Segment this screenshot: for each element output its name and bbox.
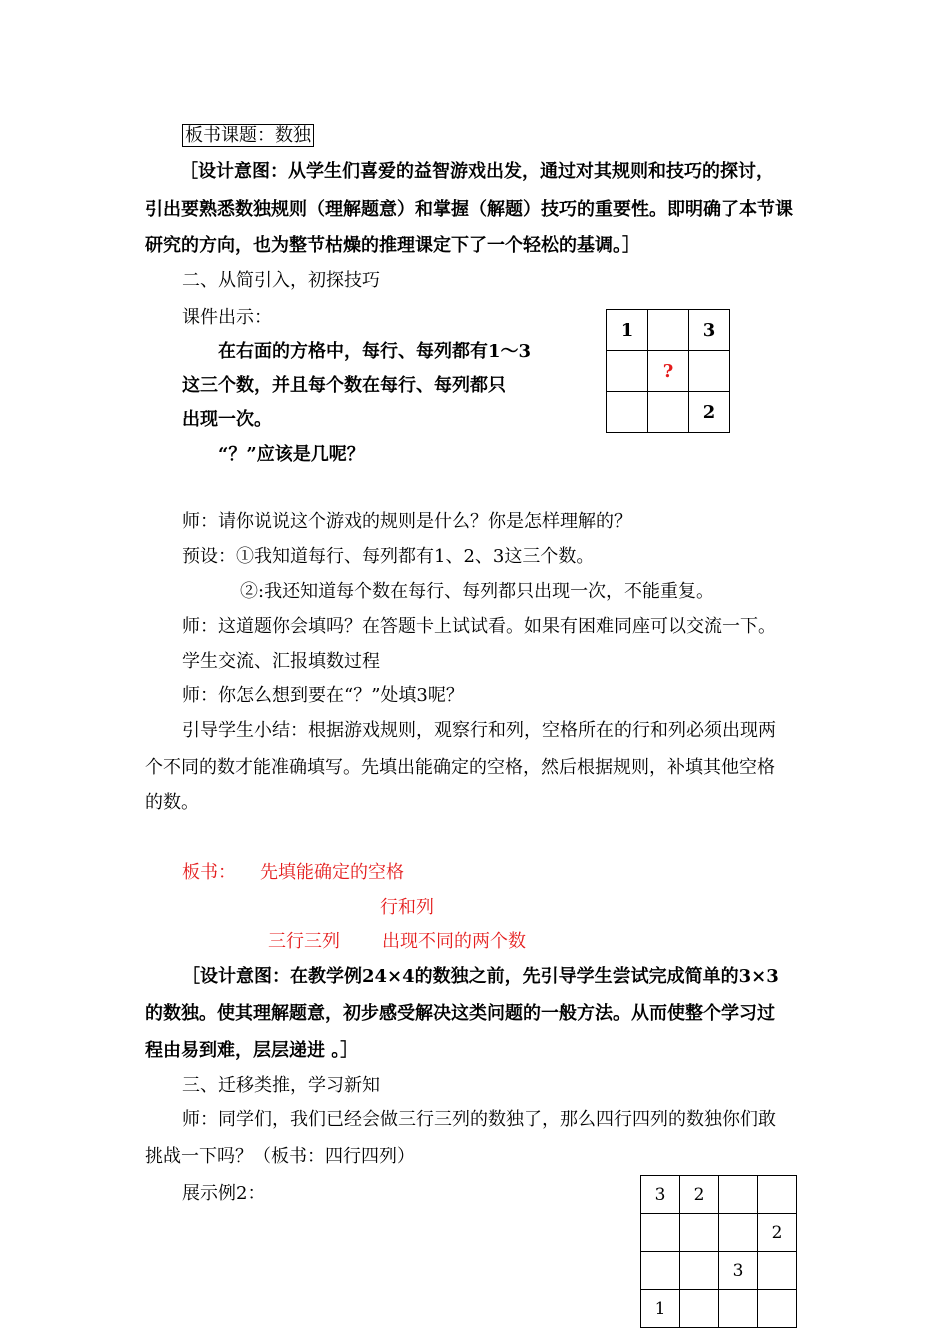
grid4-cell: 2: [758, 1214, 797, 1252]
dialogue-line-3: ②:我还知道每个数在每行、每列都只出现一次，不能重复。: [240, 581, 715, 602]
grid4-cell: [719, 1290, 758, 1328]
sudoku-3x3-grid: [606, 309, 730, 433]
grid4-cell: 3: [641, 1176, 680, 1214]
board-title: 板书课题：数独: [182, 124, 314, 147]
grid4-cell: 2: [680, 1176, 719, 1214]
grid3-cell: 2: [689, 392, 730, 433]
grid4-cell: 3: [719, 1252, 758, 1290]
dialogue-line-8: 个不同的数才能准确填写。先填出能确定的空格，然后根据规则，补填其他空格: [145, 757, 775, 778]
dialogue-line-9: 的数。: [145, 792, 199, 813]
intent1-line-2: 引出要熟悉数独规则（理解题意）和掌握（解题）技巧的重要性。即明确了本节课: [145, 199, 793, 220]
intent2-line-2: 的数独。使其理解题意，初步感受解决这类问题的一般方法。从而使整个学习过: [145, 1003, 775, 1024]
grid4-cell: [719, 1176, 758, 1214]
teacher3-line-1: 师：同学们，我们已经会做三行三列的数独了，那么四行四列的数独你们敢: [182, 1109, 776, 1130]
dialogue-line-2: 预设：①我知道每行、每列都有1、2、3这三个数。: [182, 546, 595, 567]
board-line-3a: 三行三列: [268, 931, 340, 952]
grid3-cell: [648, 392, 689, 433]
grid4-cell: [758, 1290, 797, 1328]
grid4-cell: [758, 1252, 797, 1290]
grid3-question-cell: ?: [648, 351, 689, 392]
board-line-2: 行和列: [380, 897, 434, 918]
grid4-cell: [680, 1290, 719, 1328]
dialogue-line-4: 师：这道题你会填吗？在答题卡上试试看。如果有困难同座可以交流一下。: [182, 616, 776, 637]
grid4-cell: 1: [641, 1290, 680, 1328]
problem-question: “？”应该是几呢？: [218, 444, 365, 465]
board-label: 板书：: [182, 862, 236, 883]
dialogue-line-7: 引导学生小结：根据游戏规则，观察行和列，空格所在的行和列必须出现两: [182, 720, 776, 741]
intent1-line-1: ［设计意图：从学生们喜爱的益智游戏出发，通过对其规则和技巧的探讨，: [180, 161, 774, 182]
intent2-line-3: 程由易到难，层层递进 。］: [145, 1040, 359, 1061]
grid3-cell: [648, 310, 689, 351]
courseware-label: 课件出示：: [182, 307, 272, 328]
problem-line-3: 出现一次。: [182, 409, 272, 430]
grid3-cell: 1: [607, 310, 648, 351]
example-label: 展示例2：: [182, 1183, 266, 1204]
problem-line-1: 在右面的方格中，每行、每列都有1～3: [218, 341, 532, 362]
intent1-line-3: 研究的方向，也为整节枯燥的推理课定下了一个轻松的基调。］: [145, 235, 640, 256]
intent2-line-1: ［设计意图：在教学例24×4的数独之前，先引导学生尝试完成简单的3×3: [182, 966, 779, 987]
grid3-cell: [689, 351, 730, 392]
grid4-cell: [680, 1214, 719, 1252]
dialogue-line-1: 师：请你说说这个游戏的规则是什么？你是怎样理解的？: [182, 511, 632, 532]
sudoku-4x4-grid: [640, 1175, 797, 1328]
board-line-1: 先填能确定的空格: [260, 862, 404, 883]
dialogue-line-5: 学生交流、汇报填数过程: [182, 651, 380, 672]
board-line-3b: 出现不同的两个数: [382, 931, 526, 952]
grid4-cell: [641, 1252, 680, 1290]
grid4-cell: [719, 1214, 758, 1252]
section3-heading: 三、迁移类推，学习新知: [182, 1075, 380, 1096]
section2-heading: 二、从简引入，初探技巧: [182, 270, 380, 291]
grid4-cell: [641, 1214, 680, 1252]
teacher3-line-2: 挑战一下吗？（板书：四行四列）: [145, 1146, 415, 1167]
grid4-cell: [680, 1252, 719, 1290]
grid3-cell: [607, 392, 648, 433]
problem-line-2: 这三个数，并且每个数在每行、每列都只: [182, 375, 506, 396]
grid3-cell: 3: [689, 310, 730, 351]
grid4-cell: [758, 1176, 797, 1214]
dialogue-line-6: 师：你怎么想到要在“？”处填3呢？: [182, 685, 464, 706]
grid3-cell: [607, 351, 648, 392]
